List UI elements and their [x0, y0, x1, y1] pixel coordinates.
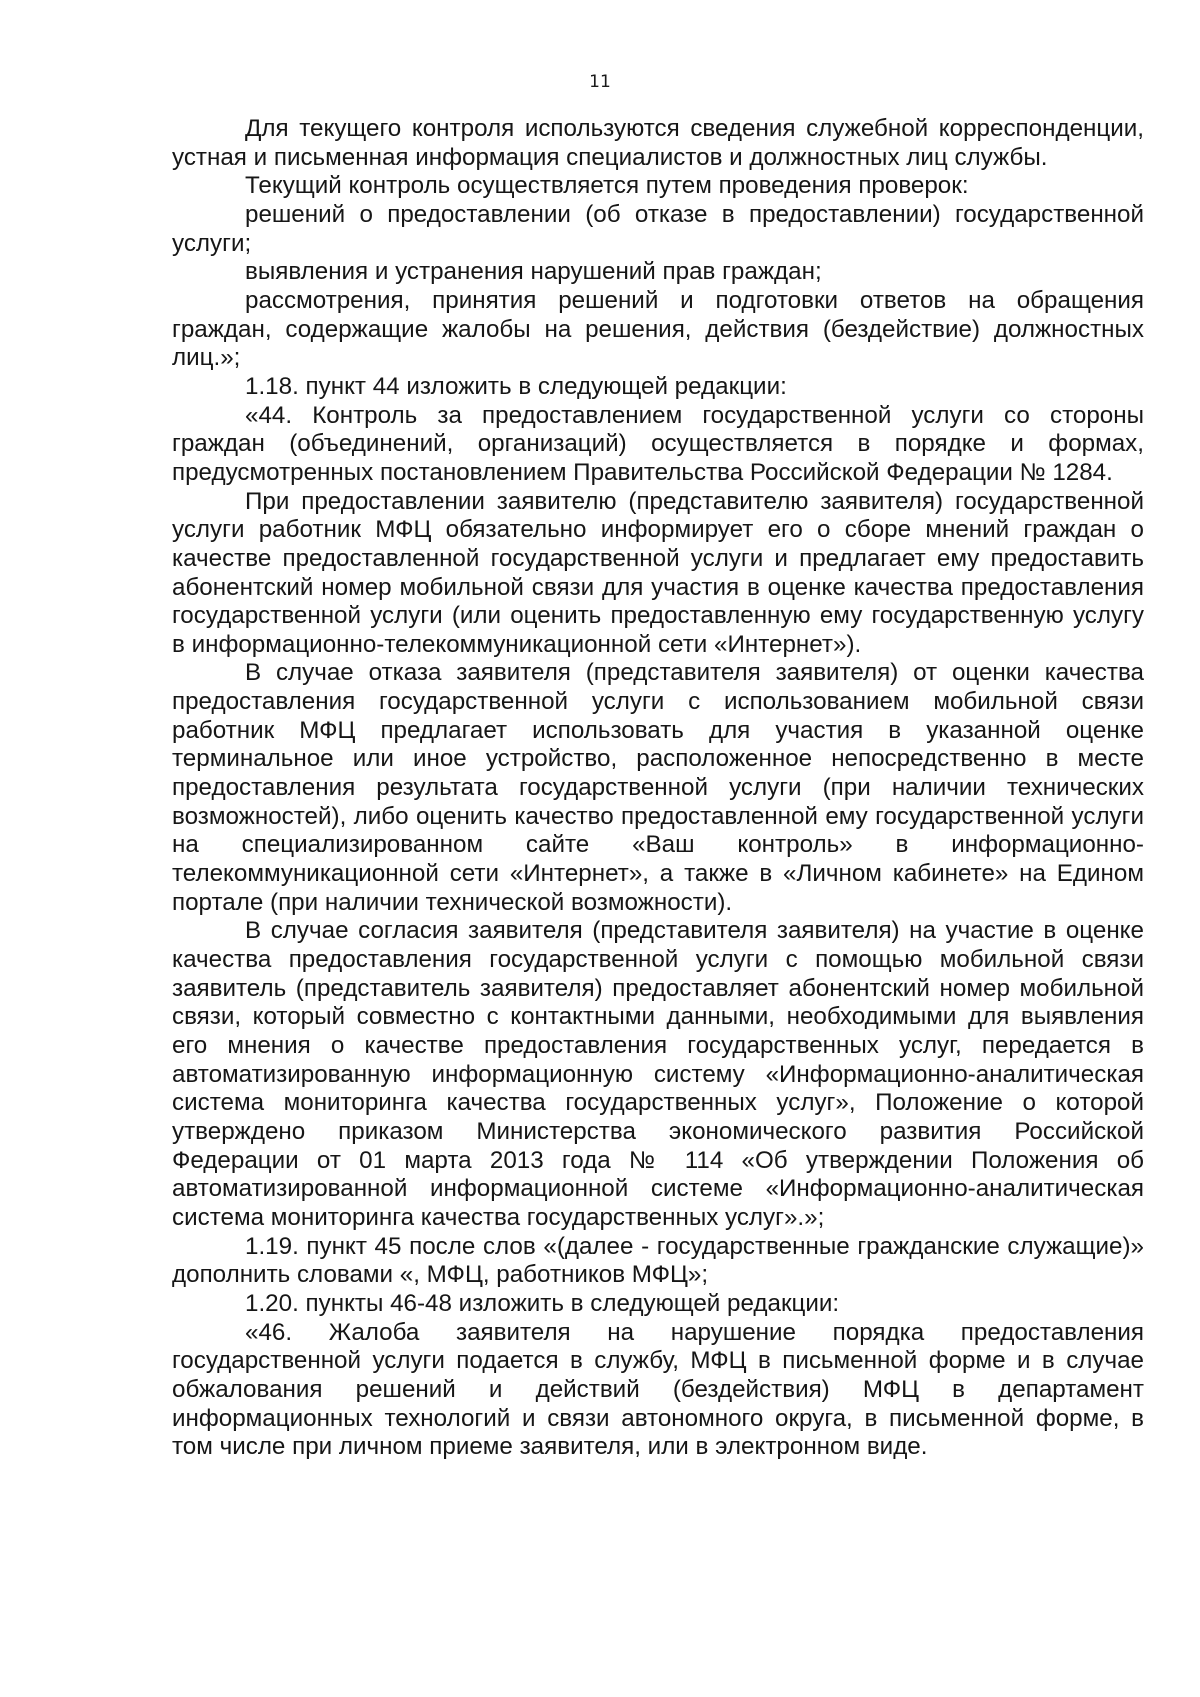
paragraph: выявления и устранения нарушений прав граждан; — [245, 258, 822, 286]
paragraph: Текущий контроль осуществляется путем проведения проверок: — [245, 172, 969, 200]
paragraph: 1.18. пункт 44 изложить в следующей редакции: — [245, 372, 787, 400]
paragraph: решений о предоставлении (об отказе в предоставлении) государственной услуги; — [172, 200, 1144, 257]
paragraph: Для текущего контроля используются сведения служебной корреспонденции, устная и письменная информация специалистов и должностных лиц службы. — [172, 115, 1144, 171]
paragraph: «46. Жалоба заявителя на нарушение порядка предоставления государственной услуги подается в службу, МФЦ в письменной форме и в случае обжалования решений и действий (бездействия) МФЦ в департамент информационных технологий и связи автономного округа, в письменной форме, в том числе при личном приеме заявителя, или в электронном виде. — [172, 1318, 1144, 1461]
paragraph: В случае согласия заявителя (представителя заявителя) на участие в оценке качества предоставления государственной услуги с помощью мобильной связи заявитель (представитель заявителя) предоставляет абонентский номер мобильной связи, который совместно с контактными данными, необходимыми для выявления его мнения о качестве предоставления государственных услуг, передается в автоматизированную информационную систему «Информационно-аналитическая система мониторинга качества государственных услуг», Положение о которой утверждено приказом Министерства экономического развития Российской Федерации от 01 марта 2013 года № 114 «Об утверждении Положения об автоматизированной информационной системе «Информационно-аналитическая система мониторинга качества государственных услуг».»; — [172, 917, 1144, 1231]
paragraph: рассмотрения, принятия решений и подготовки ответов на обращения граждан, содержащие жалобы на решения, действия (бездействие) должностных лиц.»; — [172, 286, 1144, 372]
paragraph: «44. Контроль за предоставлением государственной услуги со стороны граждан (объединений, организаций) осуществляется в порядке и формах, предусмотренных постановлением Правительства Российской Федерации № 1284. — [172, 401, 1144, 486]
paragraph: 1.19. пункт 45 после слов «(далее - государственные гражданские служащие)» дополнить словами «, МФЦ, работников МФЦ»; — [172, 1232, 1144, 1289]
document-body — [172, 115, 1144, 1462]
page-number: 11 — [589, 72, 611, 92]
paragraph: В случае отказа заявителя (представителя заявителя) от оценки качества предоставления государственной услуги с использованием мобильной связи работник МФЦ предлагает использовать для участия в указанной оценке терминальное или иное устройство, расположенное непосредственно в месте предоставления результата государственной услуги (при наличии технических возможностей), либо оценить качество предоставленной ему государственной услуги на специализированном сайте «Ваш контроль» в информационно-телекоммуникационной сети «Интернет», а также в «Личном кабинете» на Едином портале (при наличии технической возможности). — [172, 659, 1144, 916]
paragraph: При предоставлении заявителю (представителю заявителя) государственной услуги работник МФЦ обязательно информирует его о сборе мнений граждан о качестве предоставленной государственной услуги и предлагает ему предоставить абонентский номер мобильной связи для участия в оценке качества предоставления государственной услуги (или оценить предоставленную ему государственную услугу в информационно-телекоммуникационной сети «Интернет»). — [172, 487, 1144, 658]
paragraph: 1.20. пункты 46-48 изложить в следующей редакции: — [245, 1289, 840, 1317]
